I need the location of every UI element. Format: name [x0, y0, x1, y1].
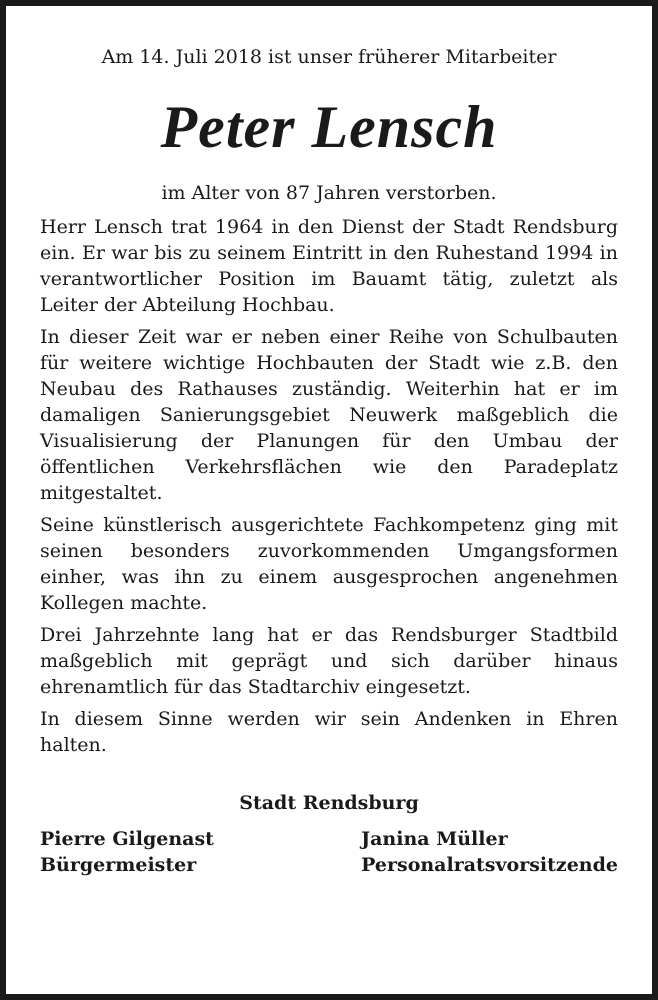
paragraph-character: Seine künstlerisch ausgerichtete Fachkompetenz ging mit seinen besonders zuvorkommenden Umgangsformen einher, was ihn zu einem ausgesprochen angenehmen Kollegen machte. [40, 514, 618, 614]
paragraph-closing: In diesem Sinne werden wir sein Andenken in Ehren halten. [40, 708, 618, 756]
organization-name: Stadt Rendsburg [239, 792, 419, 814]
intro-text: Am 14. Juli 2018 ist unser früherer Mitarbeiter [101, 46, 557, 68]
signatory-right [361, 826, 618, 878]
age-line: im Alter von 87 Jahren verstorben. [161, 182, 497, 204]
signatory-name: Pierre Gilgenast [40, 828, 214, 850]
paragraph-projects: In dieser Zeit war er neben einer Reihe von Schulbauten für weitere wichtige Hochbauten der Stadt wie z.B. den Neubau des Rathauses zuständig. Weiterhin hat er im damaligen Sanierungsgebiet Neuwerk maßgeblich die Visualisierung der Planungen für den Umbau der öffentlichen Verkehrsflächen wie den Paradeplatz mitgestaltet. [40, 326, 618, 504]
signature-block [40, 826, 618, 878]
signatory-left [40, 826, 214, 878]
signatory-title: Bürgermeister [40, 854, 197, 876]
signatory-name: Janina Müller [361, 828, 508, 850]
paragraph-legacy: Drei Jahrzehnte lang hat er das Rendsburger Stadtbild maßgeblich mit geprägt und sich darüber hinaus ehrenamtlich für das Stadtarchiv eingesetzt. [40, 624, 618, 698]
paragraph-career: Herr Lensch trat 1964 in den Dienst der Stadt Rendsburg ein. Er war bis zu seinem Eintritt in den Ruhestand 1994 in verantwortlicher Position im Bauamt tätig, zuletzt als Leiter der Abteilung Hochbau. [40, 216, 618, 316]
signatory-title: Personalratsvorsitzende [361, 854, 618, 876]
deceased-name: Peter Lensch [160, 94, 498, 160]
